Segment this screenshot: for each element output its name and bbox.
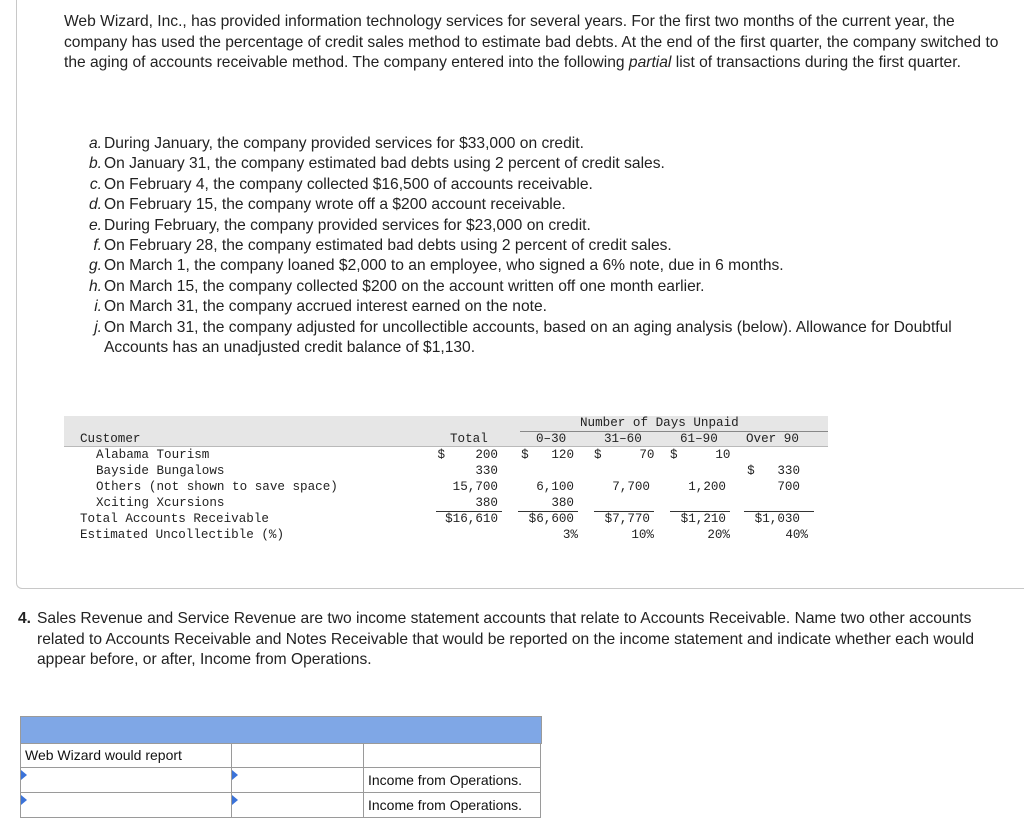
row-over-90: 700	[777, 480, 800, 494]
list-item: g. On March 1, the company loaned $2,000 to an employee, who signed a 6% note, due in 6 months.	[88, 257, 784, 275]
group-header: Number of Days Unpaid	[580, 416, 739, 430]
position-dropdown[interactable]	[232, 793, 364, 818]
dropdown-arrow-icon	[21, 770, 27, 780]
row-total: 15,700	[452, 480, 498, 494]
dropdown-arrow-icon	[232, 770, 238, 780]
row-total: $16,610	[445, 512, 498, 526]
list-item: f. On February 28, the company estimated bad debts using 2 percent of credit sales.	[93, 237, 672, 255]
question-text: Sales Revenue and Service Revenue are two income statement accounts that relate to Accounts Receivable. Name two other accounts related to Accounts Receivable and Notes Receivable that would be reported on the income statement and indicate whether each would appear before, or after, Income from Operations.	[37, 610, 975, 669]
table-row	[20, 793, 541, 818]
list-item: i. On March 31, the company accrued interest earned on the note.	[94, 298, 547, 316]
header-label-cell	[21, 743, 232, 768]
row-name: Xciting Xcursions	[96, 496, 225, 510]
list-item: d. On February 15, the company wrote off a $200 account receivable.	[88, 196, 566, 214]
table-row	[20, 743, 541, 768]
blank-cell	[232, 743, 364, 768]
position-dropdown[interactable]	[232, 768, 364, 793]
row-31-60: 7,700	[612, 480, 650, 494]
row-61-90: 20%	[707, 528, 730, 542]
intro-paragraph: Web Wizard, Inc., has provided information technology services for several years. For the first two months of the current year, the company has used the percentage of credit sales method to estimate bad debts. At the end of the first quarter, the company switched to the aging of accounts receivable method. The company entered into the following partial list of transactions during the first quarter.	[64, 13, 999, 72]
row-31-60: $7,770	[604, 512, 650, 526]
row-61-90: $1,210	[680, 512, 726, 526]
row-name: Total Accounts Receivable	[80, 512, 269, 526]
row-total: 380	[475, 496, 498, 510]
header-customer: Customer	[80, 432, 141, 446]
row-total: $ 200	[437, 448, 498, 462]
dropdown-arrow-icon	[21, 795, 27, 805]
aging-table	[64, 416, 828, 546]
suffix-cell: Income from Operations.	[364, 768, 541, 793]
blank-cell	[364, 743, 541, 768]
question-number: 4.	[18, 610, 32, 627]
list-item: e. During February, the company provided services for $23,000 on credit.	[88, 216, 591, 234]
list-item: a. During January, the company provided services for $33,000 on credit.	[88, 135, 584, 152]
row-0-30: $ 120	[521, 448, 574, 462]
row-name: Estimated Uncollectible (%)	[80, 528, 285, 542]
header-31-60: 31–60	[604, 432, 642, 446]
header-total: Total	[450, 432, 488, 446]
list-item: c. On February 4, the company collected $16,500 of accounts receivable.	[89, 175, 593, 193]
row-61-90: $ 10	[670, 448, 731, 462]
dropdown-arrow-icon	[232, 795, 238, 805]
suffix-cell: Income from Operations.	[364, 793, 541, 818]
row-over-90: 40%	[785, 528, 808, 542]
header-label: Web Wizard would report	[25, 747, 182, 763]
account-dropdown[interactable]	[21, 793, 232, 818]
row-31-60: 10%	[631, 528, 654, 542]
row-over-90: $1,030	[754, 512, 800, 526]
row-0-30: 3%	[562, 528, 578, 542]
row-0-30: 6,100	[536, 480, 574, 494]
list-item: j. On March 31, the company adjusted for uncollectible accounts, based on an aging analysis (below). Allowance for Doubtful Accounts has an unadjusted credit balance of $1,130.	[94, 318, 952, 357]
row-61-90: 1,200	[688, 480, 726, 494]
row-0-30: $6,600	[528, 512, 574, 526]
header-over-90: Over 90	[746, 432, 799, 446]
account-dropdown[interactable]	[21, 768, 232, 793]
row-total: 330	[475, 464, 498, 478]
row-name: Others (not shown to save space)	[96, 480, 338, 494]
header-61-90: 61–90	[680, 432, 718, 446]
row-0-30: 380	[551, 496, 574, 510]
list-item: b. On January 31, the company estimated bad debts using 2 percent of credit sales.	[88, 155, 665, 173]
row-name: Alabama Tourism	[96, 448, 210, 462]
header-0-30: 0–30	[536, 432, 567, 446]
row-name: Bayside Bungalows	[96, 464, 225, 478]
table-row	[20, 768, 541, 793]
row-31-60: $ 70	[594, 448, 655, 462]
list-item: h. On March 15, the company collected $200 on the account written off one month earlier.	[88, 277, 705, 295]
transaction-list	[64, 134, 1014, 358]
answer-header-bar	[20, 716, 542, 744]
question-4	[18, 609, 1014, 671]
row-over-90: $ 330	[747, 464, 800, 478]
